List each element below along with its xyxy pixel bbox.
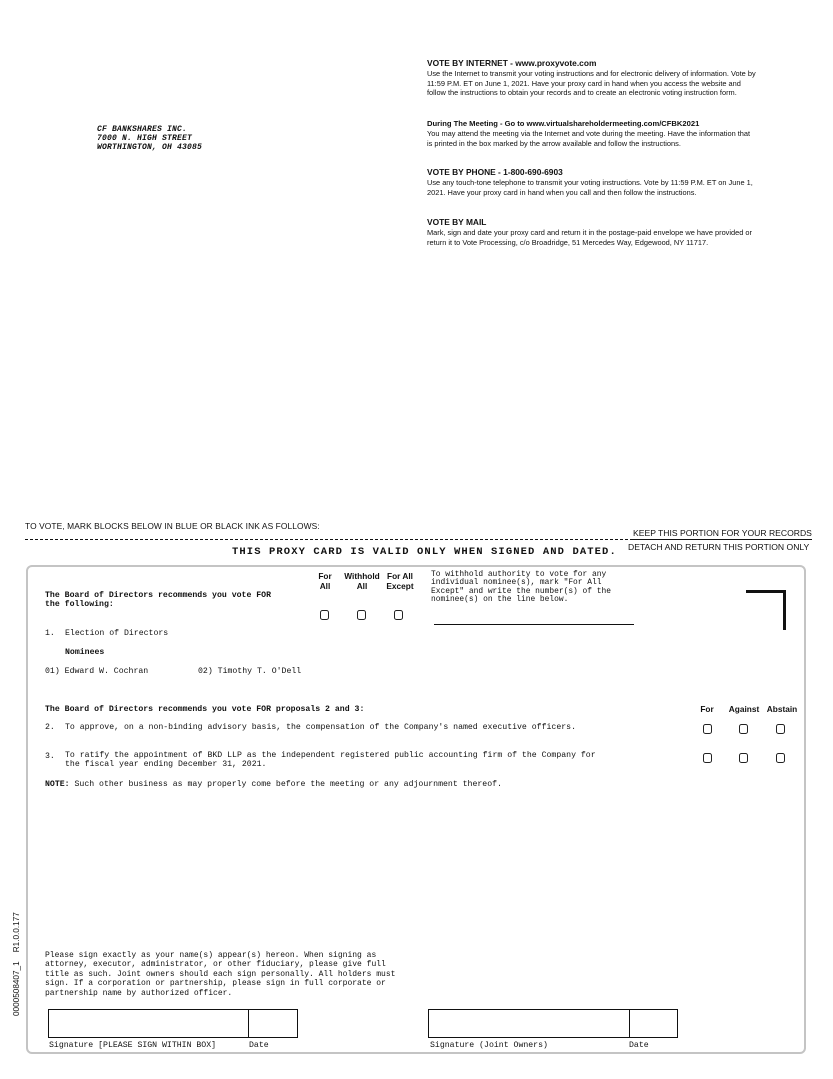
return-address-line: 7000 N. HIGH STREET <box>97 134 193 143</box>
withhold-line: Except" and write the number(s) of the <box>431 586 611 596</box>
to-vote-instruction: TO VOTE, MARK BLOCKS BELOW IN BLUE OR BLACK INK AS FOLLOWS: <box>25 521 320 531</box>
proposal-1-label: Election of Directors <box>65 629 169 638</box>
valid-notice: THIS PROXY CARD IS VALID ONLY WHEN SIGNED AND DATED. <box>232 546 617 558</box>
board-rec-line: the following: <box>45 600 114 609</box>
date-label: Date <box>249 1041 269 1050</box>
signature-label: Signature [PLEASE SIGN WITHIN BOX] <box>49 1041 217 1050</box>
nominee-write-in-line[interactable] <box>434 624 634 625</box>
proposal-3-abstain-checkbox[interactable] <box>776 753 785 763</box>
proposal-2-for-checkbox[interactable] <box>703 724 712 734</box>
vote-method-title: During The Meeting - Go to www.virtualshareholdermeeting.com/CFBK2021 <box>427 119 700 128</box>
col-header-line: All <box>356 581 368 591</box>
proposal-2-against-checkbox[interactable] <box>739 724 748 734</box>
col-header-line: For <box>318 571 332 581</box>
board-recommendation-election <box>45 591 271 609</box>
withhold-line: nominee(s) on the line below. <box>431 595 569 605</box>
vote-method-title: VOTE BY INTERNET - www.proxyvote.com <box>427 58 597 68</box>
vote-by-mail <box>427 217 757 247</box>
vote-method-title: VOTE BY MAIL <box>427 217 487 227</box>
proposal-2-text: To approve, on a non-binding advisory basis, the compensation of the Company's named executive officers. <box>65 723 576 732</box>
return-address <box>97 125 202 152</box>
withhold-line: To withhold authority to vote for any <box>431 570 607 579</box>
vote-method-text: Use any touch-tone telephone to transmit your voting instructions. Vote by 11:59 P.M. ET on June 1, 2021. Have your proxy card in hand when you call and then follow the instructions. <box>427 178 753 197</box>
col-header-line: For All <box>387 571 413 581</box>
col-header-line: Withhold <box>344 571 380 581</box>
col-for-all <box>312 571 338 591</box>
col-header-line: All <box>319 581 331 591</box>
sign-instructions-line: attorney, executor, administrator, or other fiduciary, please give full <box>45 960 386 970</box>
col-for-all-except <box>384 571 416 591</box>
detach-portion-label: DETACH AND RETURN THIS PORTION ONLY <box>628 542 810 552</box>
sign-instructions-line: Please sign exactly as your name(s) appear(s) hereon. When signing as <box>45 951 377 960</box>
vote-by-phone <box>427 167 757 197</box>
board-rec-line: The Board of Directors recommends you vote FOR <box>45 591 272 600</box>
corner-mark <box>746 590 786 630</box>
signature-box[interactable] <box>48 1009 249 1038</box>
nominees-label: Nominees <box>65 648 105 657</box>
board-recommendation-proposals: The Board of Directors recommends you vote FOR proposals 2 and 3: <box>45 705 365 714</box>
proposal-3-text <box>65 752 596 769</box>
proposal-1-number: 1. <box>45 629 55 638</box>
withhold-line: individual nominee(s), mark "For All <box>431 578 602 588</box>
sign-instructions-line: title as such. Joint owners should each sign personally. All holders must <box>45 969 396 979</box>
note-text: Such other business as may properly come before the meeting or any adjournment thereof. <box>69 780 502 789</box>
note-label: NOTE: <box>45 780 70 789</box>
proposal-2-abstain-checkbox[interactable] <box>776 724 785 734</box>
joint-signature-label: Signature (Joint Owners) <box>430 1041 548 1050</box>
for-all-checkbox[interactable] <box>320 610 329 620</box>
vote-method-title: VOTE BY PHONE - 1-800-690-6903 <box>427 167 563 177</box>
keep-portion-label: KEEP THIS PORTION FOR YOUR RECORDS <box>633 528 812 538</box>
proposal-3-against-checkbox[interactable] <box>739 753 748 763</box>
proposal-3-for-checkbox[interactable] <box>703 753 712 763</box>
col-against: Against <box>728 704 760 714</box>
sign-instructions-line: partnership name by authorized officer. <box>45 988 233 998</box>
proposal-2-number: 2. <box>45 723 55 732</box>
proposal-3-line: the fiscal year ending December 31, 2021. <box>65 759 267 769</box>
withhold-instructions <box>431 571 636 605</box>
joint-signature-box[interactable] <box>428 1009 630 1038</box>
side-code: 0000508407_1 R1.0.0.177 <box>12 912 21 1016</box>
proposal-3-number: 3. <box>45 752 55 761</box>
vote-during-meeting <box>427 118 757 148</box>
return-address-line: CF BANKSHARES INC. <box>97 125 188 134</box>
withhold-all-checkbox[interactable] <box>357 610 366 620</box>
return-address-line: WORTHINGTON, OH 43085 <box>97 143 203 152</box>
note <box>45 780 502 789</box>
nominee-1: 01) Edward W. Cochran <box>45 667 149 676</box>
joint-date-box[interactable] <box>629 1009 678 1038</box>
vote-method-text: Use the Internet to transmit your voting instructions and for electronic delivery of information. Vote by 11:59 P.M. ET on June 1, 2021. Have your proxy card in hand when you access the website and follow the instructions to obtain your records and to create an electronic voting instruction form. <box>427 69 756 98</box>
detach-line <box>25 539 633 540</box>
sign-instructions <box>45 951 395 998</box>
joint-date-label: Date <box>629 1041 649 1050</box>
vote-by-internet <box>427 58 757 98</box>
col-header-line: Except <box>386 581 414 591</box>
signature-date-box[interactable] <box>248 1009 298 1038</box>
vote-method-text: Mark, sign and date your proxy card and return it in the postage-paid envelope we have provided or return it to Vote Processing, c/o Broadridge, 51 Mercedes Way, Edgewood, NY 11717. <box>427 228 752 247</box>
vote-method-text: You may attend the meeting via the Internet and vote during the meeting. Have the information that is printed in the box marked by the arrow available and follow the instructions. <box>427 129 751 148</box>
col-for: For <box>700 704 714 714</box>
proposal-3-line: To ratify the appointment of BKD LLP as the independent registered public accounting firm of the Company for <box>65 751 596 760</box>
nominee-2: 02) Timothy T. O'Dell <box>198 667 302 676</box>
col-withhold-all <box>342 571 382 591</box>
col-abstain: Abstain <box>766 704 798 714</box>
sign-instructions-line: sign. If a corporation or partnership, please sign in full corporate or <box>45 979 386 989</box>
for-all-except-checkbox[interactable] <box>394 610 403 620</box>
